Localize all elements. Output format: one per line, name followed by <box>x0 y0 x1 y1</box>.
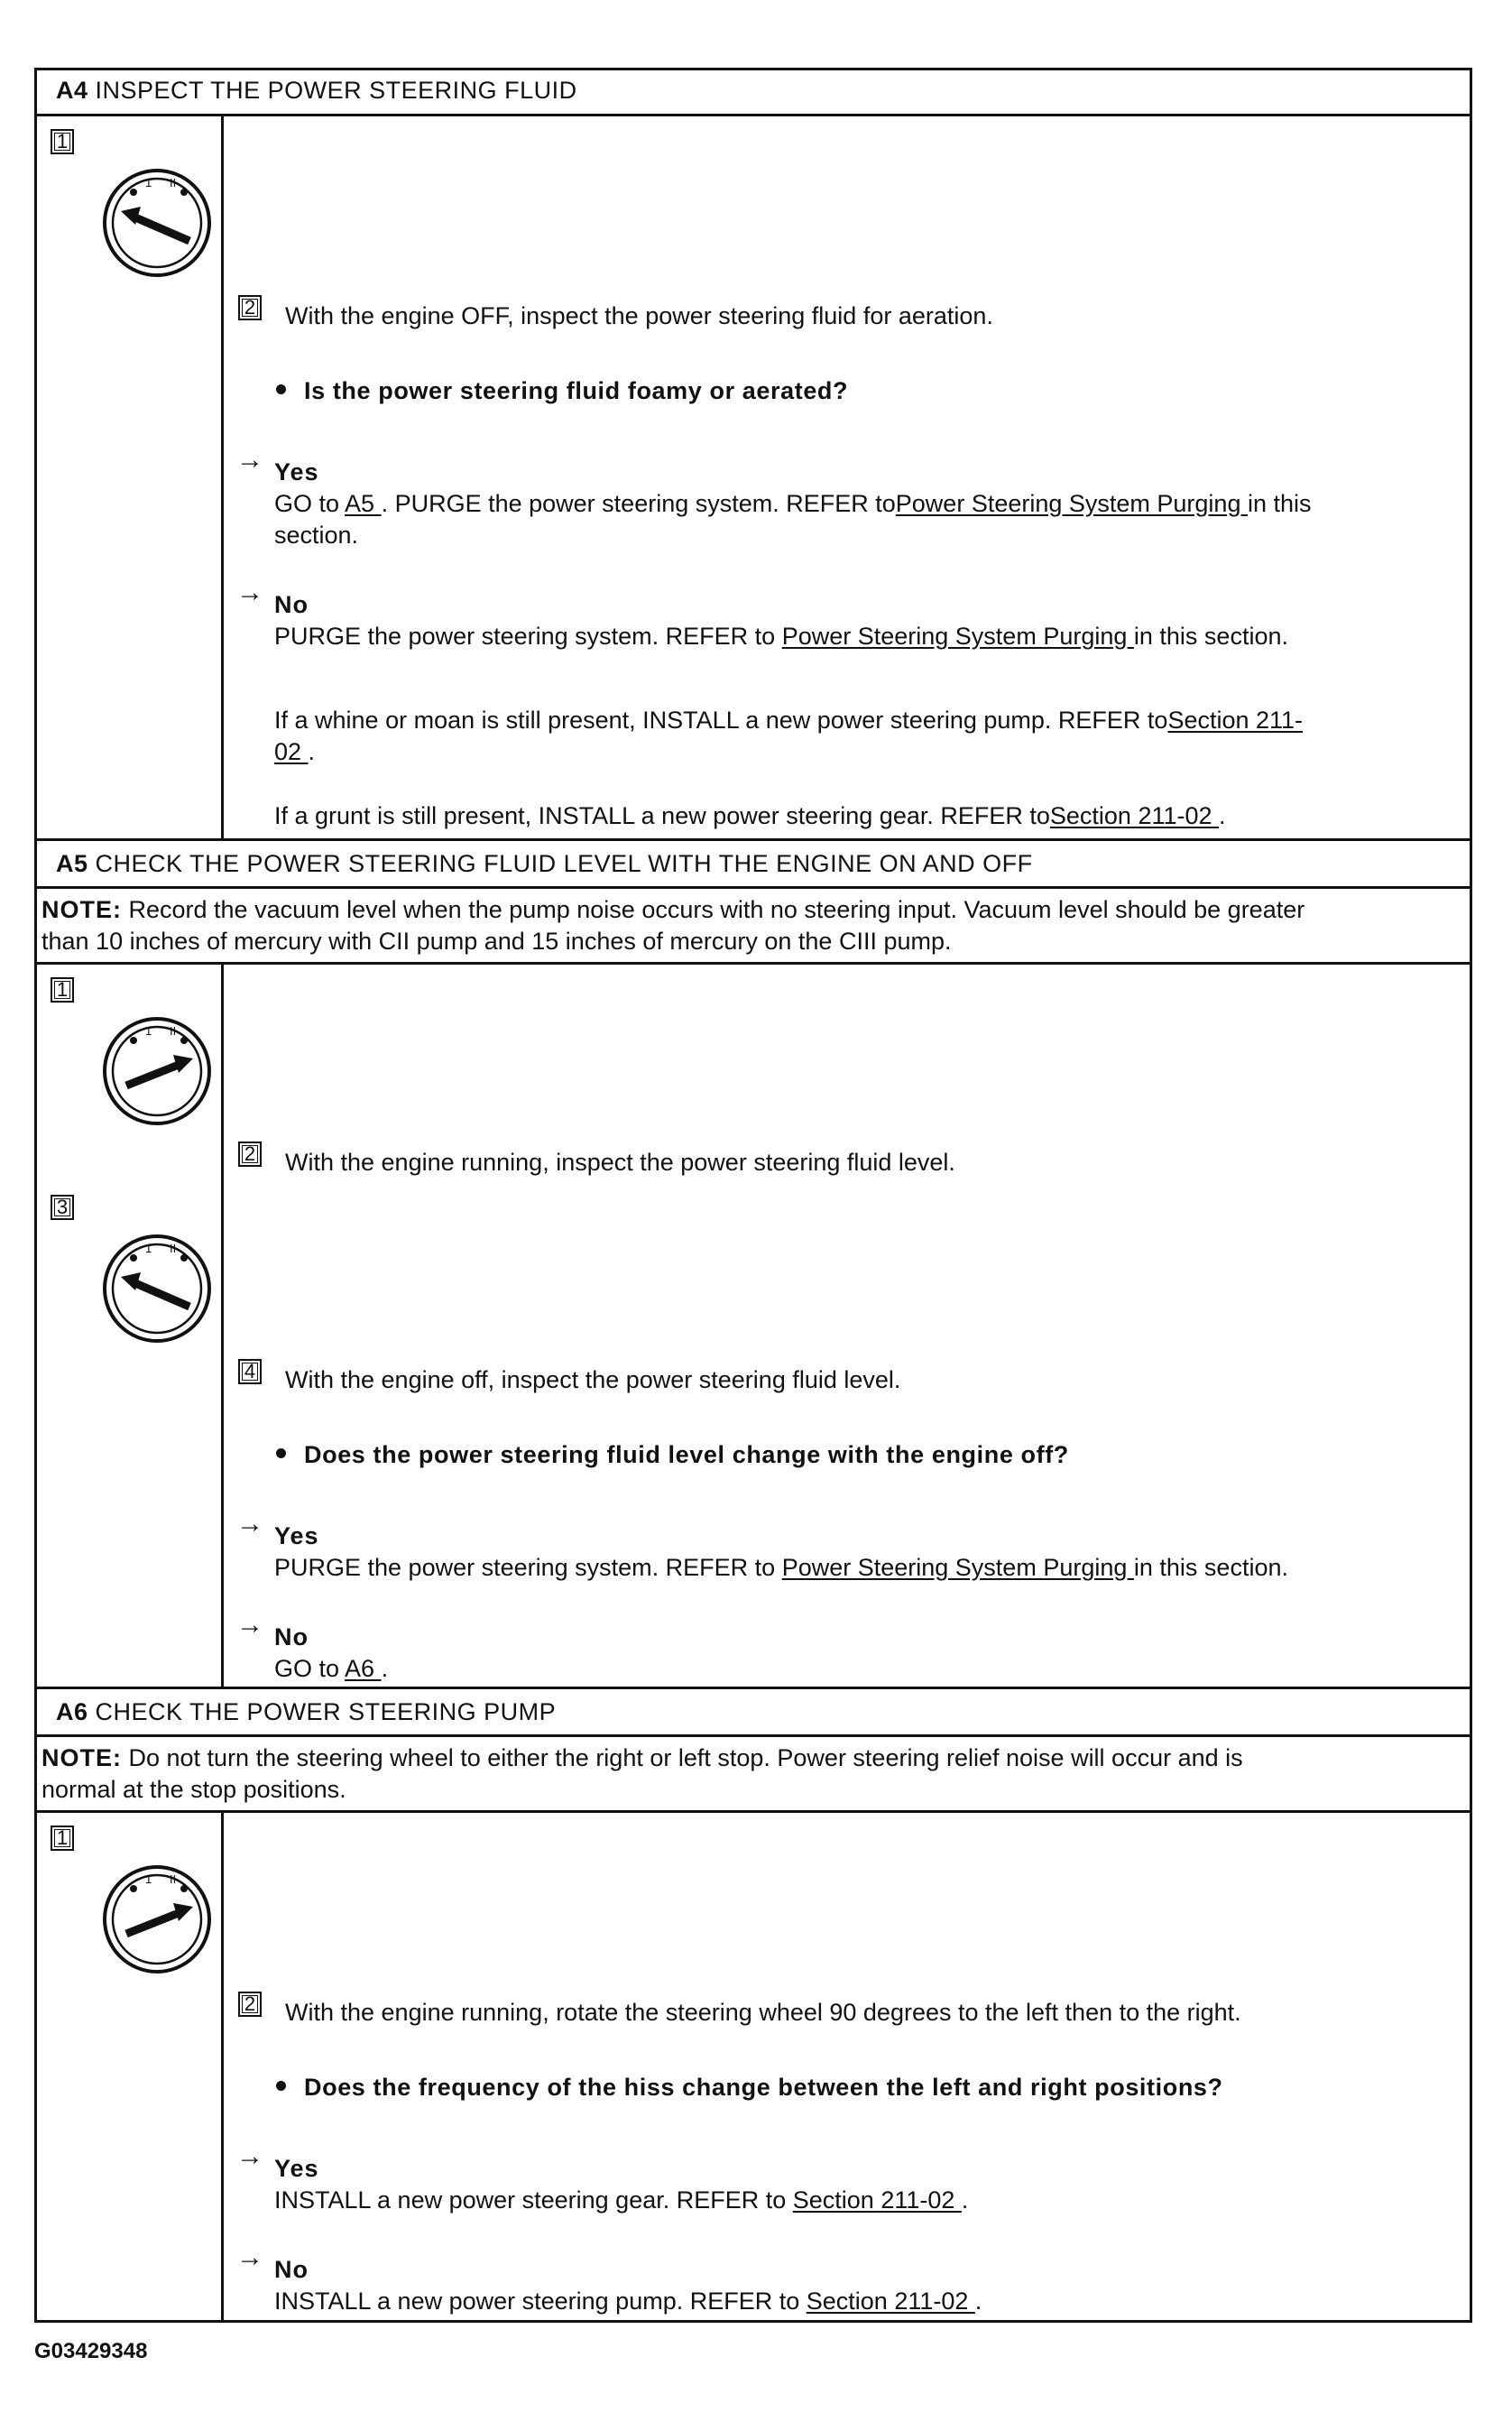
section-header-a4 <box>34 68 1472 116</box>
question: Is the power steering fluid foamy or aerated? <box>276 377 848 405</box>
step-2-box: 2 <box>238 1992 262 2017</box>
link-section-211-02[interactable]: Section 211-02 <box>806 2288 975 2315</box>
arrow-icon: → <box>236 445 263 475</box>
answer-no: → No GO to A6 . <box>236 1610 389 1682</box>
step-2-text: With the engine running, rotate the steering wheel 90 degrees to the left then to the right. <box>285 1999 1241 2026</box>
step-4-text: With the engine off, inspect the power steering fluid level. <box>285 1366 901 1393</box>
step-4-box: 4 <box>238 1359 262 1384</box>
grunt-note: If a grunt is still present, INSTALL a new power steering gear. REFER toSection 211-02 . <box>274 802 1226 829</box>
step-1-box: 1 <box>51 129 74 154</box>
section-header-a5 <box>34 838 1472 886</box>
steps-a4 <box>34 114 1472 838</box>
step-number: A5 <box>56 850 88 877</box>
arrow-icon: → <box>236 2141 263 2171</box>
ignition-off-icon <box>101 167 213 279</box>
whine-note: If a whine or moan is still present, INSTALL a new power steering pump. REFER toSection 211- 02 . <box>274 707 1304 765</box>
steps-a5 <box>34 962 1472 1687</box>
step-3-box: 3 <box>51 1195 74 1220</box>
ignition-on-icon <box>101 1863 213 1975</box>
note-a5: NOTE: Record the vacuum level when the pump noise occurs with no steering input. Vacuum level should be greater than 10 inches of mercury with CII pump and 15 inches of mercury on the CIII pump. <box>34 886 1472 962</box>
link-section-211-02[interactable]: Section 211- <box>1167 707 1304 734</box>
arrow-icon: → <box>236 578 263 607</box>
answer-yes: → Yes GO to A5 . PURGE the power steering system. REFER toPower Steering System Purging in this section. <box>236 445 1312 549</box>
ignition-on-icon <box>101 1015 213 1127</box>
arrow-icon: → <box>236 1610 263 1640</box>
answer-yes: → Yes PURGE the power steering system. REFER to Power Steering System Purging in this section. <box>236 1509 1288 1581</box>
step-2-text: With the engine running, inspect the power steering fluid level. <box>285 1149 955 1176</box>
link-purging[interactable]: Power Steering System Purging <box>895 490 1248 517</box>
answer-no: → No PURGE the power steering system. REFER to Power Steering System Purging in this section. <box>236 578 1288 650</box>
question: Does the power steering fluid level change with the engine off? <box>276 1441 1069 1469</box>
section-title: CHECK THE POWER STEERING PUMP <box>95 1698 557 1725</box>
link-section-211-02[interactable]: 02 <box>274 738 309 765</box>
step-2-box: 2 <box>238 1142 262 1167</box>
link-section-211-02[interactable]: Section 211-02 <box>792 2186 962 2214</box>
answer-no: → No INSTALL a new power steering pump. REFER to Section 211-02 . <box>236 2242 982 2315</box>
link-section-211-02[interactable]: Section 211-02 <box>1049 802 1220 829</box>
ignition-off-icon <box>101 1233 213 1345</box>
step-1-box: 1 <box>51 1826 74 1851</box>
link-purging[interactable]: Power Steering System Purging <box>781 1554 1134 1581</box>
answer-yes: → Yes INSTALL a new power steering gear. REFER to Section 211-02 . <box>236 2141 969 2214</box>
section-title: CHECK THE POWER STEERING FLUID LEVEL WITH THE ENGINE ON AND OFF <box>95 850 1033 877</box>
step-number: A4 <box>56 77 88 104</box>
note-a6: NOTE: Do not turn the steering wheel to either the right or left stop. Power steering relief noise will occur and is normal at the stop positions. <box>34 1734 1472 1810</box>
link-a5[interactable]: A5 <box>345 490 382 517</box>
section-header-a6 <box>34 1687 1472 1734</box>
document-id: G03429348 <box>34 2339 148 2363</box>
step-2-text: With the engine OFF, inspect the power steering fluid for aeration. <box>285 302 993 329</box>
question: Does the frequency of the hiss change between the left and right positions? <box>276 2074 1223 2102</box>
arrow-icon: → <box>236 1509 263 1539</box>
arrow-icon: → <box>236 2242 263 2272</box>
link-a6[interactable]: A6 <box>345 1655 382 1682</box>
step-2-box: 2 <box>238 295 262 320</box>
link-purging[interactable]: Power Steering System Purging <box>781 623 1134 650</box>
section-title: INSPECT THE POWER STEERING FLUID <box>95 77 577 104</box>
step-1-box: 1 <box>51 977 74 1003</box>
step-number: A6 <box>56 1698 88 1725</box>
steps-a6 <box>34 1810 1472 2323</box>
